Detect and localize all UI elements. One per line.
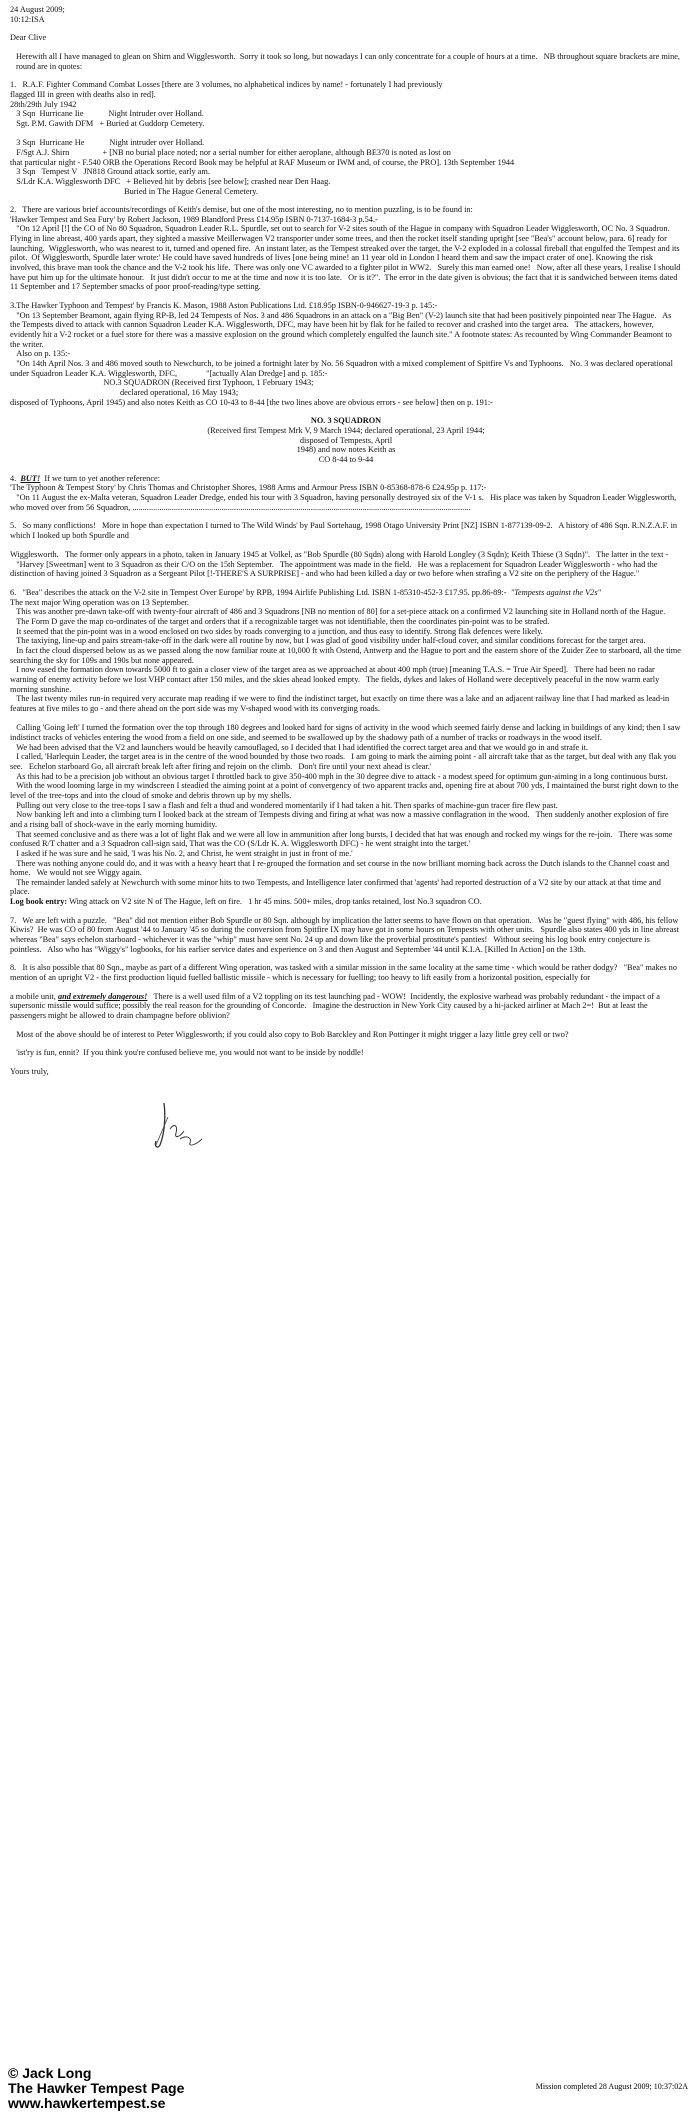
text-line: 1948) and now notes Keith as — [296, 445, 396, 455]
text-line: flagged III in green with deaths also in red]. — [10, 89, 156, 99]
letter-time: 10:12:ISA — [10, 14, 45, 24]
section4-lines — [10, 483, 682, 512]
section4-lead: 4. BUT! If we turn to yet another reference: — [10, 473, 161, 483]
section1-lines — [10, 90, 682, 196]
squadron-heading: NO. 3 SQUADRON — [310, 416, 382, 426]
text-line: I now eased the formation down towards 5000 ft to gain a closer view of the target area as we approached at about 400 mph (true) [meaning T.A.S. = True Air Speed]. There had been no radar warning of enemy activity before we lost VHP contact after 150 miles, and the skies ahead looked empty. The fields, dykes and lakes of Holland were deceptively peaceful in the now warm early morning sunshine. — [10, 665, 662, 694]
site-name: The Hawker Tempest Page — [8, 2080, 185, 2096]
text-line: Sgt. P.M. Gawith DFM + Buried at Guddorp Cemetery. — [10, 118, 205, 128]
text-line: I asked if he was sure and he said, 'I was his No. 2, and Christ, he went straight in just in front of me.' — [10, 848, 353, 858]
text-line: declared operational, 16 May 1943; — [10, 387, 239, 397]
text-line: 'The Typhoon & Tempest Story' by Chris Thomas and Christopher Shores, 1988 Arms and Armour Press ISBN 0-85368-878-6 £24.95p p. 117:- — [10, 483, 487, 493]
text-line: In fact the cloud dispersed below us as we passed along the now familiar route at 10,000 ft with Ostend, Antwerp and the Hague to port and the eastern shore of the Zuider Zee to starboard, all the time searching the sky for 109s and 190s but none appeared. — [10, 646, 684, 665]
text-line: As this had to be a precision job without an obvious target I throttled back to give 350-400 mph in the 30 degree dive to attack - a modest speed for optimum gun-aiming in a long continuous burst. — [10, 771, 668, 781]
text-line: Wigglesworth. The former only appears in a photo, taken in January 1945 at Volkel, as "Bob Spurdle (80 Sqdn) along with Harold Longley (3 Sqdn); Keith Thiese (3 Sqdn)". The latter in the text - — [10, 550, 669, 560]
text-line: That seemed conclusive and as there was a lot of light flak and we were all low in ammunition after long bursts, I decided that hat was enough and rocked my wings for the re-join. There was some confused R/T chatter and a 3 Squadron call-sign said, That was the CO (S/Ldr K. A. Wigglesworth DFC) - he went straight into the target.' — [10, 829, 675, 849]
text-line: CO 8-44 to 9-44 — [318, 454, 374, 464]
site-url[interactable]: www.hawkertempest.se — [8, 2095, 166, 2111]
closing-paragraph-2: 'ist'ry is fun, ennit? If you think you're confused believe me, you would not want to be inside by noddle! — [10, 1048, 364, 1058]
text-line: 'Hawker Tempest and Sea Fury' by Robert Jackson, 1989 Blandford Press £14.95p ISBN 0-7137-1684-3 p.54.- — [10, 214, 378, 224]
page-footer — [8, 2066, 688, 2116]
text-line: "On 14th April Nos. 3 and 486 moved south to Newchurch, to be joined a fortnight later by No. 56 Squadron with a mixed complement of Spitfire Vs and Typhoons. No. 3 was declared operational under Squadron Leader K.A. Wigglesworth, DFC, "[actually Alan Dredge] and p. 185:- — [10, 359, 675, 378]
text-line: F/Sgt A.J. Shirn + [NB no burial place noted; nor a serial number for either aeroplane, although BE370 is noted as lost on — [10, 147, 451, 157]
section1-title: 1. R.A.F. Fighter Command Combat Losses [there are 3 volumes, no alphabetical indices by name! - fortunately I had previously — [10, 80, 443, 90]
text-line: 28th/29th July 1942 — [10, 99, 77, 109]
section7-paragraph: 7. We are left with a puzzle. "Bea" did not mention either Bob Spurdle or 80 Sqn. although by implication the latter seems to have flown on that operation. Was he "guest flying" with 486, his fellow Kiwis? He was CO of 80 from August '44 to January '45 so during the conversion from Spitfire IX may have got in some hours on Tempests with other units. Spurdle also states 400 yds in line abreast whereas "Bea" says echelon starboard - whichever it was the "whip" must have sent No. 24 up and down like the proverbial prostitute's panties! Without seeing his log book entry conjecture is pointless. Also who has "Wiggy's" logbooks, for his earlier service dates and experience on 3 and then August and September '44 until K.I.A. [Killed In Action] on the 13th. — [10, 915, 681, 954]
letter-date: 24 August 2009; — [10, 5, 65, 14]
text-line: This was another pre-dawn take-off with twenty-four aircraft of 486 and 3 Squadrons [NB no mention of 80] for a set-piece attack on a confirmed V2 launching site in Holland north of the Hague. — [10, 607, 666, 617]
handwritten-signature — [150, 1095, 210, 1155]
text-line: 2. There are various brief accounts/recordings of Keith's demise, but one of the most interesting, no to mention puzzling, is to be found in: — [10, 205, 473, 215]
text-line: Calling 'Going left' I turned the formation over the top through 180 degrees and looked hard for signs of activity in the wood which seemed fairly dense and lacking in buildings of any kind; then I saw indistinct tracks of vehicles entering the wood from a field on one side, and seemed to be swallowed up by the shadowy path of a number of tracks or roadways in the wood itself. — [10, 723, 683, 742]
text-line: (Received first Tempest Mrk V, 9 March 1944; declared operational, 23 April 1944; — [207, 425, 485, 435]
text-line: The next major Wing operation was on 13 September. — [10, 597, 190, 607]
text-line: "On 13 September Beamont, again flying RP-B, led 24 Tempests of Nos. 3 and 486 Squadrons in an attack on a "Big Ben" (V-2) launch site that had been positively pinpointed near The Hague. As the Tempests dived to attack with cannon Squadron Leader K.A. Wigglesworth, DFC, may have been hit by flak for he failed to recover and crashed into the target area. The attackers, however, evidently hit a V-2 rocket or a fuel store for there was a massive explosion on the ground which completely engulfed the launch site." A footnote states: As recounted by Wing Commander Beamont to the writer. — [10, 310, 674, 349]
text-line: The taxiying, line-up and pairs stream-take-off in the dark were all routine by now, but I was glad of good visibility under half-cloud cover, and similar conditions forecast for the target area. — [10, 636, 646, 646]
text-line: "Harvey [Sweetman] went to 3 Squadron as their C/O on the 15th September. The appointment was made in the field. He was a replacement for Squadron Leader Wigglesworth - who had the distinction of having joined 3 Squadron as a Sergeant Pilot [!-THERE'S A SURPRISE] - and who had been killed a day or two before when strafing a V2 site on the periphery of the Hague." — [10, 559, 660, 579]
text-line: that particular night - F.540 ORB the Operations Record Book may be helpful at RAF Museum or IWM and, of course, the PRO]. 13th September 1944 — [10, 157, 515, 167]
text-line: The remainder landed safely at Newchurch with some minor hits to two Tempests, and Intelligence later confirmed that 'agents' had reported destruction of a V2 site by our attack at that time and place. — [10, 877, 663, 897]
squadron-block-lines — [10, 426, 682, 465]
text-line: 3.The Hawker Typhoon and Tempest' by Francis K. Mason, 1988 Aston Publications Ltd. £18.95p ISBN-0-946627-19-3 p. 145:- — [10, 301, 438, 311]
text-line: 5. So many conflictions! More in hope than expectation I turned to The Wild Winds' by Paul Sortehaug, 1998 Otago University Print [NZ] ISBN 1-877139-09-2. A history of 486 Sqn. R.N.Z.A.F. in which I looked up both Spurdle and — [10, 521, 680, 540]
section8-paragraph: 8. It is also possible that 80 Sqn., maybe as part of a different Wing operation, was tasked with a similar mission in the same locality at the same time - which would be rather dodgy? "Bea" makes no mention of an upright V2 - the first production liquid fuelled ballistic missile - which is necessary for fuelling; too heavy to lift easily from a horizontal position, especially for — [10, 963, 680, 983]
text-line: With the wood looming large in my windscreen I steadied the aiming point at a point of convergency of two apparent tracks and, opening fire at about 700 yds, I maintained the burst right down to the level of the tree-tops and into the cloud of smoke and debris thrown up by my shells. — [10, 781, 681, 800]
logbook-entry: Log book entry: Wing attack on V2 site N of The Hague, left on fire. 1 hr 45 mins. 500+ miles, drop tanks retained, lost No.3 squadron CO. — [10, 897, 482, 907]
text-line: Buried in The Hague General Cemetery. — [10, 186, 258, 196]
intro-paragraph: Herewith all I have managed to glean on Shirn and Wigglesworth. Sorry it took so long, but nowadays I can only concentrate for a couple of hours at a time. NB throughout square brackets are mine, round are in quotes: — [16, 51, 683, 71]
text-line — [10, 714, 682, 724]
section3-lines — [10, 301, 682, 407]
section8-continued: a mobile unit, and extremely dangerous! There is a well used film of a V2 toppling on its test launching pad - WOW! Incidently, the explosive warhead was probably redundant - the impact of a supersonic missile would suffice; possibly the real reason for the grounding of Concorde. Imagine the destruction in New York City caused by a hi-jacked airliner at Mach 2=! But at least the passengers might be allowed to drain champagne before oblivion? — [10, 991, 663, 1021]
text-line: We had been advised that the V2 and launchers would be heavily camouflaged, so I decided that I had identified the correct target area and that we would go in and strafe it. — [10, 742, 588, 752]
text-line: The Form D gave the map co-ordinates of the target and orders that if a recognizable target was not identifiable, then the coordinates pin-point was to be strafed. — [10, 617, 550, 627]
text-line: The last twenty miles run-in required very accurate map reading if we were to find the indistinct target, but exactly on time there was a lake and an adjacent railway line that I had marked as lead-in features at five miles to go - and there ahead on the port side was my V-shaped wood with its converging roads. — [10, 694, 672, 713]
salutation: Dear Clive — [10, 33, 47, 43]
closing-paragraph-1: Most of the above should be of interest to Peter Wigglesworth; if you could also copy to Bob Barckley and Ron Pottinger it might trigger a lazy little grey cell or two? — [10, 1029, 569, 1039]
section6-intro: 6. "Bea" describes the attack on the V-2 site in Tempest Over Europe' by RPB, 1994 Airlife Publishing Ltd. ISBN 1-85310-452-3 £17.95. pp.86-89:- "Tempests against the V2s" — [10, 588, 602, 598]
text-line: "On 11 August the ex-Malta veteran, Squadron Leader Dredge, ended his tour with 3 Squadron, having personally destroyed six of the V-1 s. His place was taken by Squadron Leader Wigglesworth, who moved over from 56 Squadron, ................................................................................................................................................................... — [10, 492, 679, 512]
text-line: It seemed that the pin-point was in a wood enclosed on two sides by roads converging to a junction, and thus easy to identify. Strong flak defences were likely. — [10, 626, 543, 636]
section5-lines — [10, 521, 682, 579]
text-line: Now banking left and into a climbing turn I looked back at the stream of Tempests diving and firing at what was now a massive conflagration in the wood. Then suddenly another explosion of fire and a rising ball of shock-wave in the early morning humidity. — [10, 810, 671, 829]
text-line: There was nothing anyone could do, and it was with a heavy heart that I re-grouped the formation and set course in the now brilliant morning back across the Dutch islands to the Channel coast and home. We would not see Wiggy again. — [10, 858, 672, 878]
text-line: 3 Sqn Hurricane He Night intruder over Holland. — [10, 138, 205, 148]
text-line: I called, 'Harlequin Leader, the target area is in the centre of the wood bounded by those two roads. I am going to mark the aiming point - all aircraft take that as the target, but deal with any flak you see. Echelon starboard Go, all aircraft break left after firing and rejoin on the climb. Don't fire until your next ahead is clear.' — [10, 752, 679, 771]
text-line — [10, 541, 682, 551]
text-line: 3 Sqn Tempest V JN818 Ground attack sortie, early am. — [10, 167, 210, 177]
text-line: Also on p. 135:- — [10, 349, 71, 359]
text-line: disposed of Typhoons, April 1945) and also notes Keith as CO 10-43 to 8-44 [the two lines above are obvious errors - see below] then on p. 191:- — [10, 397, 493, 407]
text-line: "On 12 April [!] the CO of No 80 Squadron, Squadron Leader R.L. Spurdle, set out to search for V-2 sites south of the Hague in company with Squadron Leader Wigglesworth, OC No. 3 Squadron. Flying in line abreast, 400 yards apart, they sighted a massive Meillerwagen V2 transporter under some trees, and then the rocket itself standing upright [see "Bea's" account below, para. 6] ready for launching. Wigglesworth, who was nearest to it, turned and opened fire. An instant later, as the Tempest streaked over the target, the V-2 exploded in a colossal fireball that engulfed the Tempest and its pilot. Of Wigglesworth, Spurdle later wrote:' He could have saved hundreds of lives [one being mine! an 11 year old in London I heard them and saw the impact crater of one]. Knowing the risk involved, this brave man took the chance and the V-2 took his life. There was only one VC awarded to a fighter pilot in WW2. Surely this man earned one! Now, after all these years, I realise I should have put him up for the ultimate honour. It just didn't occur to me at the time and now it is too late. Or is it?". The error in the date given is obvious; the fact that it is sandwiched between items dated 11 September and 17 September smacks of poor proof-reading/type setting. — [10, 224, 683, 292]
section2-lines — [10, 205, 682, 292]
copyright-line: © Jack Long — [8, 2065, 92, 2081]
text-line: S/Ldr K.A. Wigglesworth DFC + Believed hit by debris [see below]; crashed near Den Haag. — [10, 176, 331, 186]
mission-completed-stamp: Mission completed 28 August 2009; 10:37:02A — [535, 2082, 688, 2091]
signoff: Yours truly, — [10, 1067, 49, 1076]
text-line — [10, 129, 682, 139]
text-line: disposed of Tempests, April — [299, 435, 393, 445]
text-line: 3 Sqn Hurricane Iie Night Intruder over Holland. — [10, 109, 204, 119]
text-line: NO.3 SQUADRON (Received first Typhoon, 1 February 1943; — [10, 378, 314, 388]
section6-paragraphs — [10, 598, 682, 897]
text-line: Pulling out very close to the tree-tops I saw a flash and felt a thud and wondered momentarily if I had taken a hit. Then sparks of machine-gun tracer fire flew past. — [10, 800, 558, 810]
